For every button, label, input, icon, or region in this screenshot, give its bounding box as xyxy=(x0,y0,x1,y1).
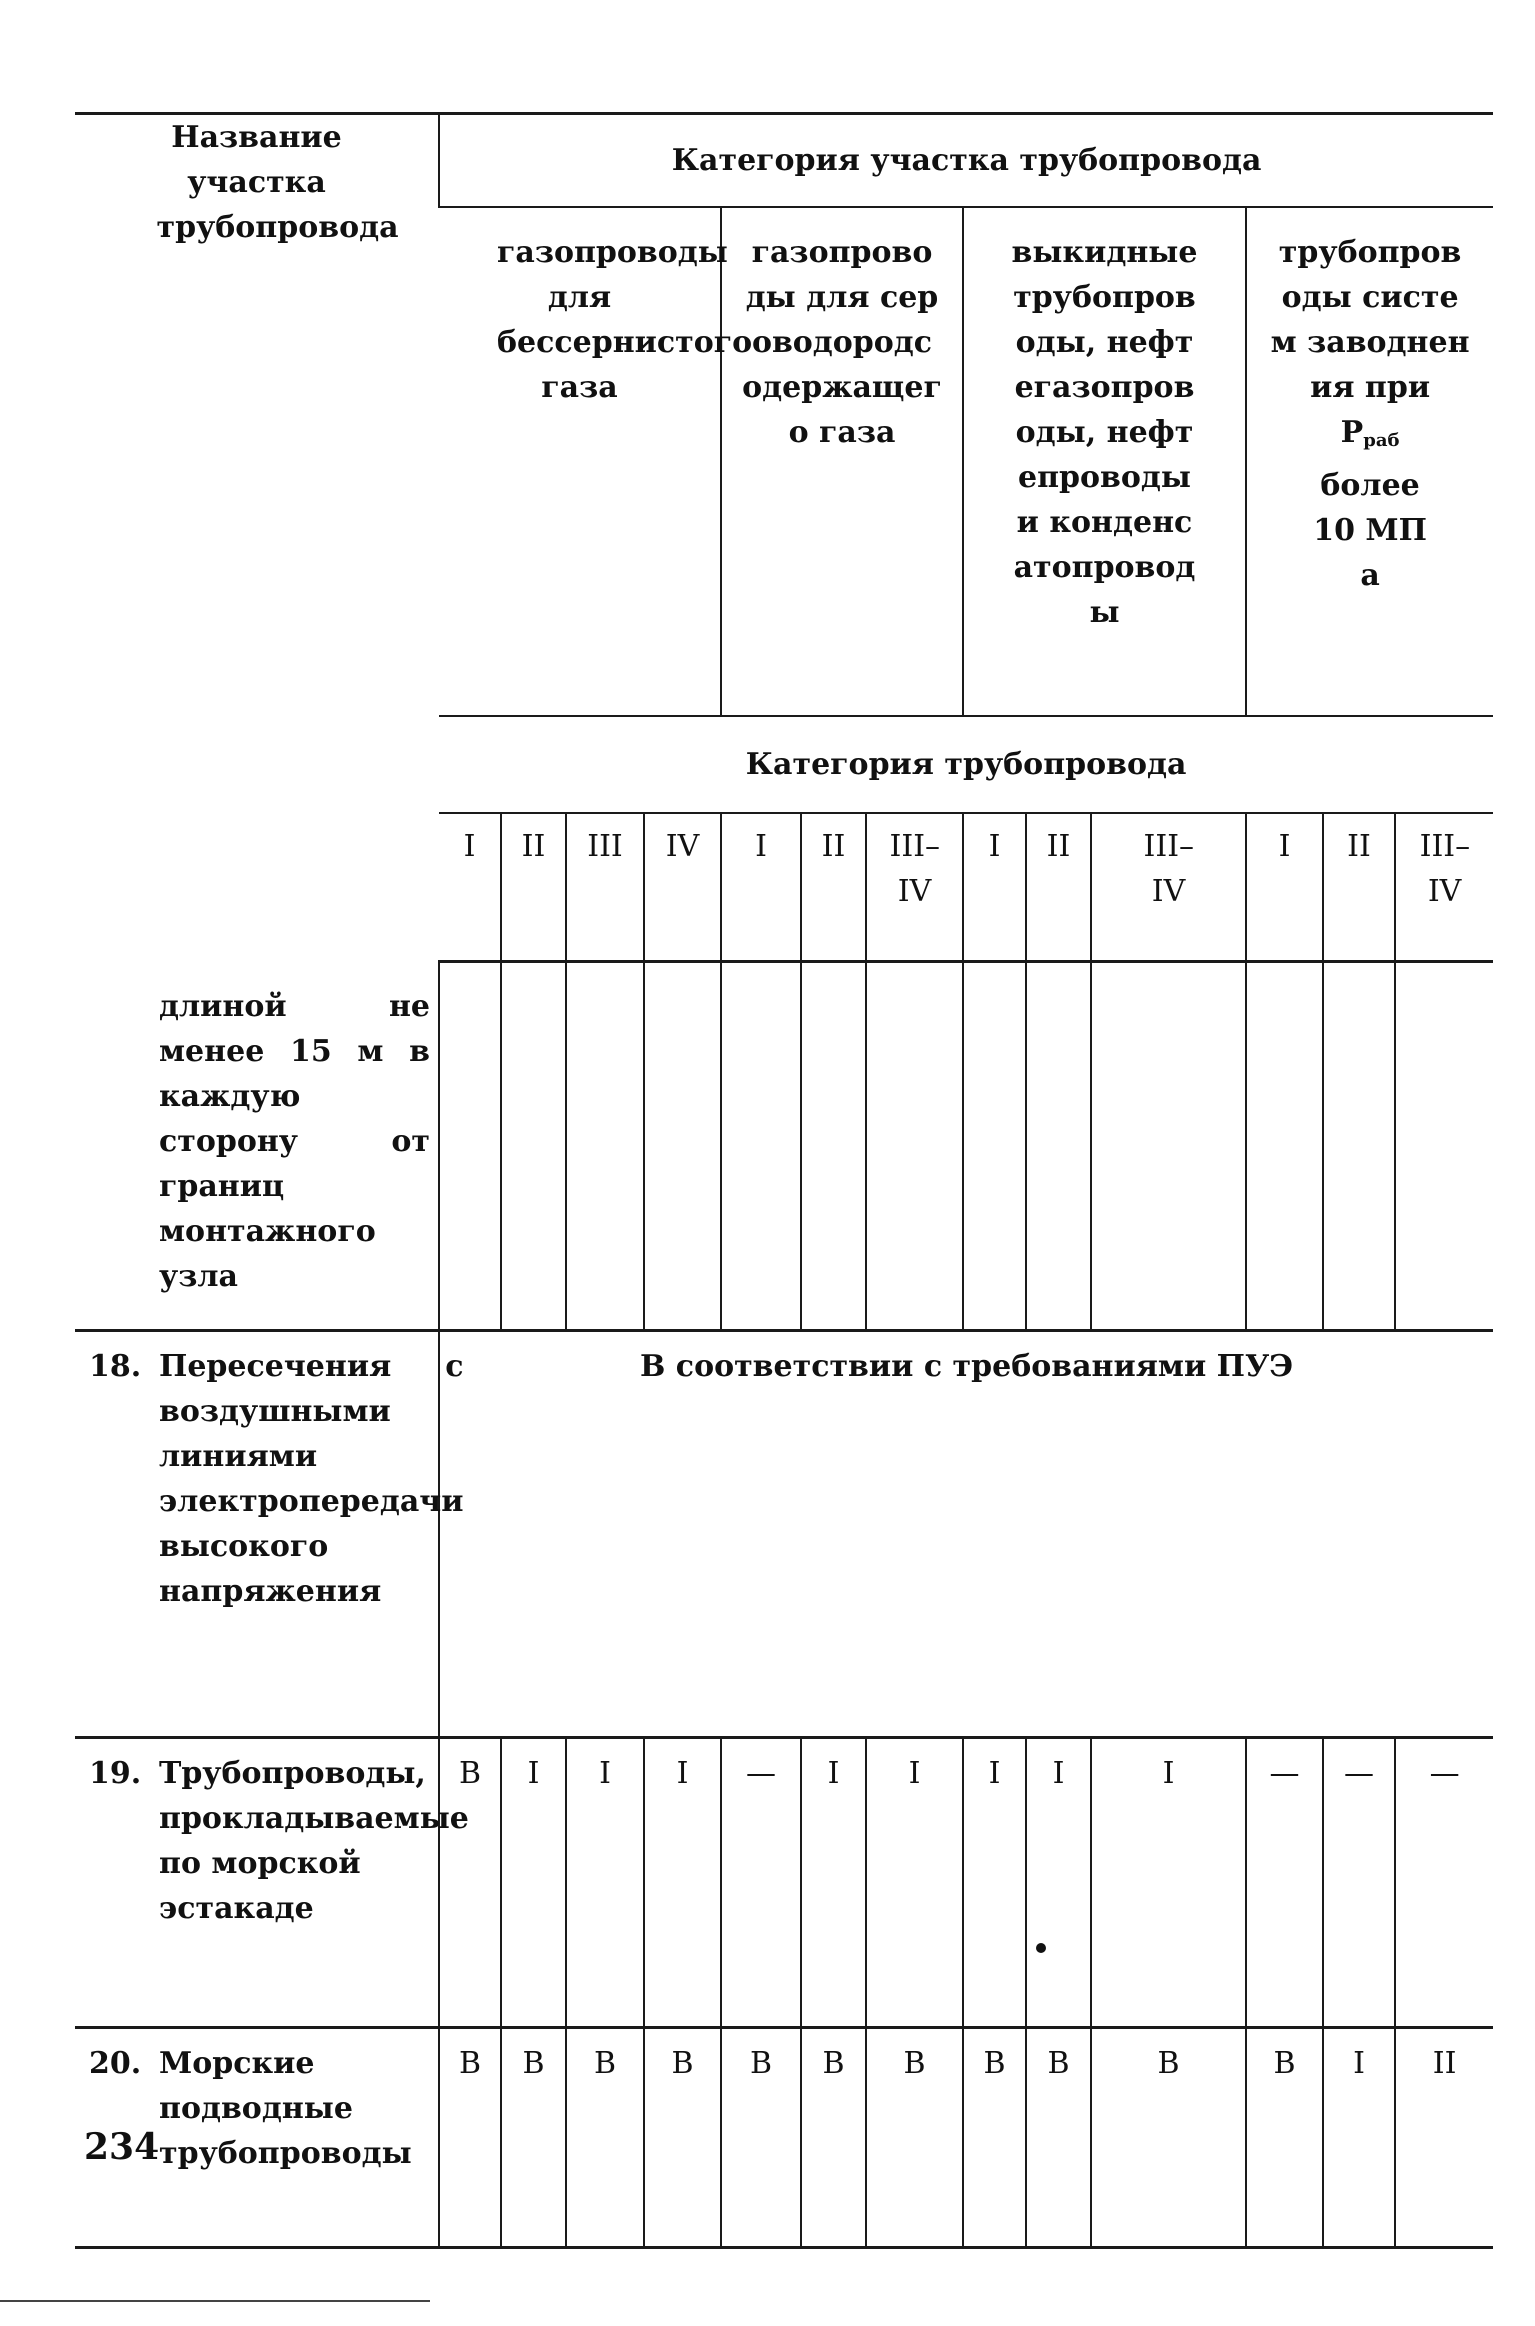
cat-water-1: I xyxy=(1246,813,1323,962)
row19-cell-7: I xyxy=(866,1737,963,2027)
row20-name-text: Морские подводные трубопроводы xyxy=(159,2045,412,2171)
group-water-injection-text xyxy=(1270,230,1470,598)
cat-flow-1: I xyxy=(963,813,1026,962)
p-subscript: раб xyxy=(1363,430,1400,451)
pipeline-category-table xyxy=(75,112,1493,2249)
cat-flow-3-text: III–IV xyxy=(1143,829,1195,909)
group-gas-sour-text: газопроводы для сероводородсодержащего газа xyxy=(742,235,942,450)
group-flowlines-text: выкидные трубопроводы, нефтегазопроводы, нефтепроводы и конденсатопроводы xyxy=(1011,235,1198,630)
row20-cell-3: В xyxy=(566,2027,644,2247)
row19-cell-4: I xyxy=(644,1737,721,2027)
cat-water-3 xyxy=(1395,813,1493,962)
header-row-1 xyxy=(75,114,1493,208)
cat-sour-3-text: III–IV xyxy=(889,829,941,909)
row19-cell-8: I xyxy=(963,1737,1026,2027)
row20-cell-5: В xyxy=(721,2027,801,2247)
row20-cell-12: I xyxy=(1323,2027,1395,2247)
row18-name-text: Пересечения с воздушными линиями электропередачи высокого напряжения xyxy=(159,1348,464,1609)
row20-cell-2: В xyxy=(501,2027,566,2247)
row19-cell-11: — xyxy=(1246,1737,1323,2027)
scan-ink-dot xyxy=(1036,1943,1046,1953)
cat-sweet-2: II xyxy=(501,813,566,962)
row20-cell-13: II xyxy=(1395,2027,1493,2247)
row19-cell-9: I xyxy=(1026,1737,1091,2027)
cat-sour-2: II xyxy=(801,813,866,962)
group-gas-sweet-text: газопроводы для бессернистого газа xyxy=(497,235,753,405)
row20-cell-1: В xyxy=(439,2027,501,2247)
row19-name xyxy=(75,1737,469,2027)
header-name-column xyxy=(75,114,439,962)
p-symbol: P xyxy=(1340,415,1364,450)
table-row-20 xyxy=(75,2027,1493,2247)
row20-cell-11: В xyxy=(1246,2027,1323,2247)
cat-sweet-4: IV xyxy=(644,813,721,962)
row19-cell-1: В xyxy=(439,1737,501,2027)
header-section-category: Категория участка трубопровода xyxy=(439,114,1493,208)
row19-cell-3: I xyxy=(566,1737,644,2027)
row19-number: 19. xyxy=(89,1755,142,1791)
cat-water-2: II xyxy=(1323,813,1395,962)
cat-flow-2: II xyxy=(1026,813,1091,962)
water-injection-end: более 10 МПа xyxy=(1313,468,1427,593)
p-work-symbol xyxy=(1270,410,1470,463)
footer-scan-line xyxy=(0,2300,430,2302)
row18-number: 18. xyxy=(89,1348,142,1384)
row19-cell-12: — xyxy=(1323,1737,1395,2027)
header-pipeline-category: Категория трубопровода xyxy=(439,716,1493,813)
row18-value: В соответствии с требованиями ПУЭ xyxy=(439,1330,1493,1737)
cat-sweet-1: I xyxy=(439,813,501,962)
row-cont-name-text: длиной не менее 15 м в каждую сторону от границ монтажного узла xyxy=(159,988,430,1294)
table-row-19 xyxy=(75,1737,1493,2027)
row20-cell-9: В xyxy=(1026,2027,1091,2247)
row19-cell-13: — xyxy=(1395,1737,1493,2027)
cat-water-3-text: III–IV xyxy=(1419,829,1471,909)
cat-sweet-3: III xyxy=(566,813,644,962)
header-name-text: Название участка трубопровода xyxy=(156,120,399,245)
row20-number: 20. xyxy=(89,2045,142,2081)
row-cont-name xyxy=(75,962,439,1331)
group-gas-sour xyxy=(721,207,963,716)
group-water-injection xyxy=(1246,207,1493,716)
page-number: 234 xyxy=(84,2126,160,2168)
row19-name-text: Трубопроводы, прокладываемые по морской эстакаде xyxy=(159,1755,469,1926)
water-injection-label: трубопроводы систем заводнения при xyxy=(1270,235,1470,405)
table-row-continuation xyxy=(75,962,1493,1331)
row19-cell-5: — xyxy=(721,1737,801,2027)
group-flowlines xyxy=(963,207,1246,716)
cat-sour-1: I xyxy=(721,813,801,962)
row19-cell-6: I xyxy=(801,1737,866,2027)
cat-flow-3 xyxy=(1091,813,1246,962)
row18-name xyxy=(75,1330,464,1737)
row20-cell-6: В xyxy=(801,2027,866,2247)
row20-cell-8: В xyxy=(963,2027,1026,2247)
row20-cell-7: В xyxy=(866,2027,963,2247)
group-gas-sweet xyxy=(439,207,753,716)
row20-cell-10: В xyxy=(1091,2027,1246,2247)
table-row-18 xyxy=(75,1330,1493,1737)
cat-sour-3 xyxy=(866,813,963,962)
row20-cell-4: В xyxy=(644,2027,721,2247)
row19-cell-2: I xyxy=(501,1737,566,2027)
row19-cell-10: I xyxy=(1091,1737,1246,2027)
